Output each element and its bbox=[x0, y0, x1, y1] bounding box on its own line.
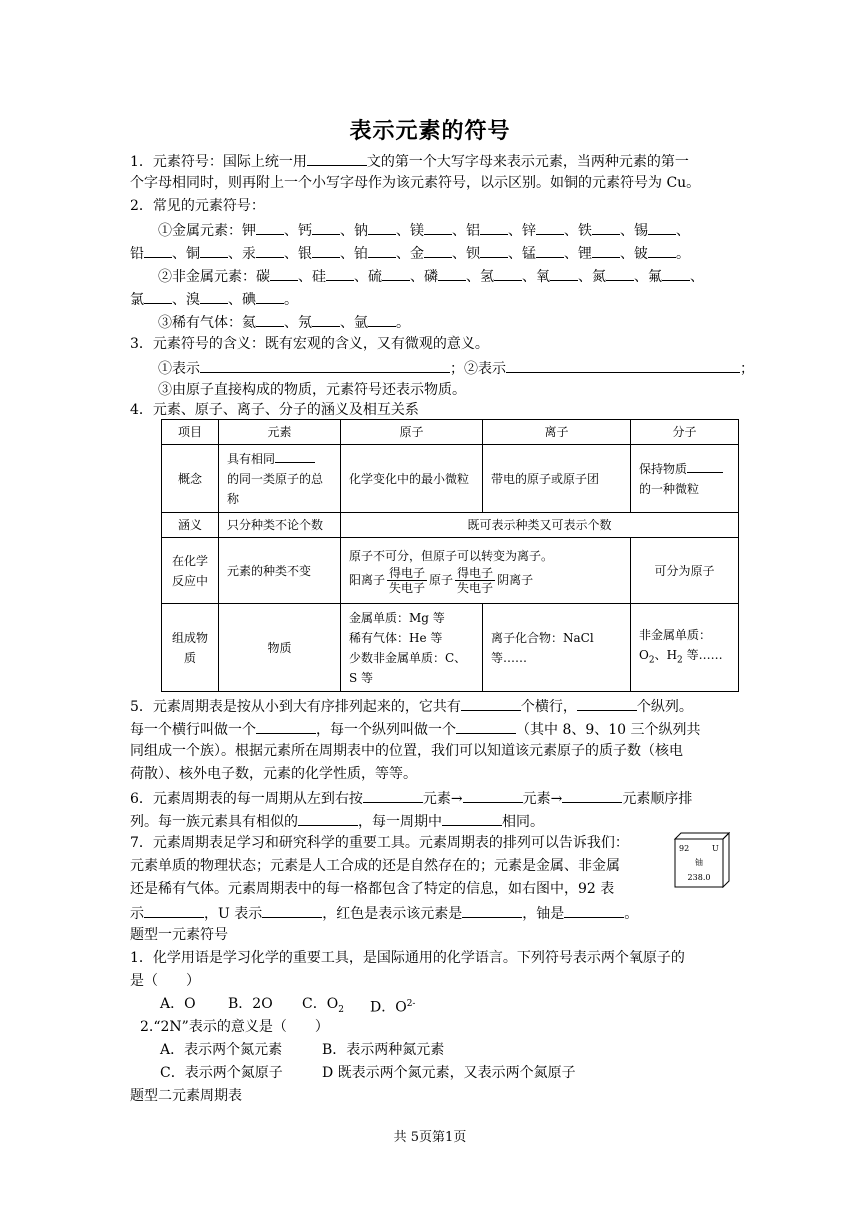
answer-blank bbox=[592, 219, 620, 235]
s6-line2: 列。每一族元素具有相似的 ，每一周期中 相同。 bbox=[130, 810, 544, 832]
s7-line2: 元素单质的物理状态；元素是人工合成的还是自然存在的；元素是金属、非金属 bbox=[130, 858, 620, 874]
element-blank-label: 碳 bbox=[256, 269, 270, 285]
element-blank-label: 铅 bbox=[130, 246, 144, 262]
answer-blank bbox=[648, 219, 676, 235]
row-label: 概念 bbox=[162, 445, 219, 513]
table-cell: 物质 bbox=[219, 604, 341, 692]
answer-blank bbox=[256, 288, 284, 304]
row-label: 涵义 bbox=[162, 513, 219, 538]
s5-line4: 荷散）、核外电子数，元素的化学性质，等等。 bbox=[130, 766, 417, 782]
q1-option-d: D．$O^{2-}$ bbox=[370, 999, 416, 1016]
metals-row2: 铅 、铜 、汞 、银 、铂 、金 、钡 、锰 、锂 、铍 。 bbox=[130, 242, 690, 264]
answer-blank bbox=[368, 242, 396, 258]
uranium-cell-figure bbox=[672, 832, 730, 888]
atomic-number: 92 bbox=[679, 844, 690, 853]
element-blank-label: 磷 bbox=[424, 269, 438, 285]
s5-line2: 每一个横行叫做一个 ，每一个纵列叫做一个 （其中 8、9、10 三个纵列共 bbox=[130, 718, 701, 740]
row-label: 在化学反应中 bbox=[162, 538, 219, 604]
header-cell: 原子 bbox=[341, 420, 483, 445]
answer-blank bbox=[382, 265, 410, 281]
s7-line4: 示 ，U 表示 ，红色是表示该元素是 ，铀是 。 bbox=[130, 902, 638, 924]
answer-blank bbox=[312, 242, 340, 258]
q2-option-d: D 既表示两个氮元素，又表示两个氮原子 bbox=[322, 1065, 576, 1081]
answer-blank bbox=[480, 242, 508, 258]
relations-table bbox=[161, 419, 739, 692]
element-blank-label: 银 bbox=[298, 246, 312, 262]
element-blank-label: 钙 bbox=[298, 223, 312, 239]
s5-line3: 同组成一个族）。根据元素所在周期表中的位置，我们可以知道该元素原子的质子数（核电 bbox=[130, 743, 683, 759]
table-cell: 具有相同 的同一类原子的总称 bbox=[219, 445, 341, 513]
answer-blank bbox=[480, 219, 508, 235]
element-blank-label: 铁 bbox=[578, 223, 592, 239]
s3-line3: ③由原子直接构成的物质，元素符号还表示物质。 bbox=[158, 382, 466, 398]
s3-line2: ①表示 ；②表示 ； bbox=[158, 357, 754, 379]
table-cell bbox=[341, 538, 631, 604]
s5-line1: 5．元素周期表是按从小到大有序排列起来的，它共有 个横行， 个纵列。 bbox=[130, 695, 693, 717]
q1-option-a: A．O bbox=[160, 996, 196, 1012]
answer-blank bbox=[312, 311, 340, 327]
table-cell: 可分为原子 bbox=[631, 538, 739, 604]
s1-line2: 个字母相同时，则再附上一个小写字母作为该元素符号，以示区别。如铜的元素符号为 Cu。 bbox=[130, 175, 701, 191]
table-cell: 只分种类不论个数 bbox=[219, 513, 341, 538]
answer-blank bbox=[592, 242, 620, 258]
q2-option-b: B．表示两种氮元素 bbox=[322, 1042, 445, 1058]
type2-heading: 题型二元素周期表 bbox=[130, 1088, 242, 1104]
element-name: 铀 bbox=[695, 858, 703, 867]
element-symbol: U bbox=[712, 844, 719, 853]
answer-blank bbox=[536, 219, 564, 235]
nonmetals-row2: 氯 、溴 、碘 。 bbox=[130, 288, 298, 310]
gases-row: ③稀有气体：氦 、氖 、氩 。 bbox=[158, 311, 410, 333]
answer-blank bbox=[606, 265, 634, 281]
element-blank-label: 锡 bbox=[634, 223, 648, 239]
answer-blank bbox=[200, 288, 228, 304]
answer-blank bbox=[256, 219, 284, 235]
element-blank-label: 钠 bbox=[354, 223, 368, 239]
table-cell: 保持物质 的一种微粒 bbox=[631, 445, 739, 513]
s7-line1: 7．元素周期表足学习和研究科学的重要工具。元素周期表的排列可以告诉我们： bbox=[130, 835, 629, 851]
table-cell: 带电的原子或原子团 bbox=[483, 445, 631, 513]
table-cell: 既可表示种类又可表示个数 bbox=[341, 513, 739, 538]
answer-blank bbox=[438, 265, 466, 281]
element-blank-label: 氟 bbox=[648, 269, 662, 285]
ion-conversion: 阳离子 $\frac{\text{得电子}}{\text{失电子}}$ 原子 $\frac{\text{得电子}}{\text{失电子}}$ 阴离子 bbox=[349, 566, 534, 595]
element-blank-label: 锌 bbox=[522, 223, 536, 239]
answer-blank bbox=[648, 242, 676, 258]
table-cell: 化学变化中的最小微粒 bbox=[341, 445, 483, 513]
q2-stem: 2.“2N”表示的意义是（ ） bbox=[140, 1019, 329, 1035]
row-label: 组成物质 bbox=[162, 604, 219, 692]
element-blank-label: 硅 bbox=[312, 269, 326, 285]
element-blank-label: 氧 bbox=[536, 269, 550, 285]
header-cell: 项目 bbox=[162, 420, 219, 445]
table-row bbox=[162, 538, 739, 604]
answer-blank bbox=[368, 219, 396, 235]
s1-line1: 1．元素符号：国际上统一用 文的第一个大写字母来表示元素，当两种元素的第一 bbox=[130, 150, 689, 172]
table-cell: 元素的种类不变 bbox=[219, 538, 341, 604]
answer-blank bbox=[424, 219, 452, 235]
atom-note: 原子不可分，但原子可以转变为离子。 bbox=[349, 549, 554, 563]
element-blank-label: 铝 bbox=[466, 223, 480, 239]
s4-head: 4．元素、原子、离子、分子的涵义及相互关系 bbox=[130, 402, 419, 418]
answer-blank bbox=[550, 265, 578, 281]
answer-blank bbox=[662, 265, 690, 281]
element-blank-label: 锂 bbox=[578, 246, 592, 262]
answer-blank bbox=[270, 265, 298, 281]
element-blank-label: 氯 bbox=[130, 292, 144, 308]
table-row bbox=[162, 513, 739, 538]
answer-blank bbox=[312, 219, 340, 235]
answer-blank bbox=[144, 242, 172, 258]
metals-row1: ①金属元素：钾 、钙 、钠 、镁 、铝 、锌 、铁 、锡 、 bbox=[158, 219, 690, 241]
table-cell: 离子化合物：NaCl 等…… bbox=[483, 604, 631, 692]
atomic-mass: 238.0 bbox=[687, 873, 711, 882]
element-blank-label: 硫 bbox=[368, 269, 382, 285]
q1-line2: 是（ ） bbox=[130, 973, 200, 989]
element-blank-label: 碘 bbox=[242, 292, 256, 308]
header-cell: 离子 bbox=[483, 420, 631, 445]
table-header-row bbox=[162, 420, 739, 445]
type1-heading: 题型一元素符号 bbox=[130, 927, 228, 943]
element-blank-label: 铂 bbox=[354, 246, 368, 262]
element-blank-label: 氢 bbox=[480, 269, 494, 285]
page-title: 表示元素的符号 bbox=[349, 118, 511, 144]
answer-blank bbox=[368, 311, 396, 327]
element-blank-label: 铜 bbox=[186, 246, 200, 262]
s2-head: 2．常见的元素符号： bbox=[130, 198, 265, 214]
element-blank-label: 氖 bbox=[298, 315, 312, 331]
q2-option-a: A．表示两个氮元素 bbox=[160, 1042, 283, 1058]
answer-blank bbox=[424, 242, 452, 258]
element-blank-label: 汞 bbox=[242, 246, 256, 262]
answer-blank bbox=[494, 265, 522, 281]
answer-blank bbox=[144, 288, 172, 304]
element-blank-label: 氦 bbox=[242, 315, 256, 331]
element-blank-label: 氩 bbox=[354, 315, 368, 331]
element-blank-label: 溴 bbox=[186, 292, 200, 308]
answer-blank bbox=[256, 242, 284, 258]
q1-option-c: C．$O_2$ bbox=[302, 996, 344, 1015]
s6-line1: 6．元素周期表的每一周期从左到右按 元素→ 元素→ 元素顺序排 bbox=[130, 787, 692, 809]
page-footer: 共 5页第1页 bbox=[393, 1130, 467, 1145]
table-cell: 金属单质：Mg 等 稀有气体：He 等 少数非金属单质：C、 S 等 bbox=[341, 604, 483, 692]
s7-line3: 还是稀有气体。元素周期表中的每一格都包含了特定的信息，如右图中，92 表 bbox=[130, 881, 615, 897]
element-blank-label: 镁 bbox=[410, 223, 424, 239]
element-blank-label: 氮 bbox=[592, 269, 606, 285]
element-blank-label: 钡 bbox=[466, 246, 480, 262]
header-cell: 分子 bbox=[631, 420, 739, 445]
answer-blank bbox=[200, 242, 228, 258]
element-blank-label: 钾 bbox=[242, 223, 256, 239]
answer-blank bbox=[256, 311, 284, 327]
q1-line1: 1．化学用语是学习化学的重要工具，是国际通用的化学语言。下列符号表示两个氧原子的 bbox=[130, 950, 685, 966]
answer-blank bbox=[326, 265, 354, 281]
table-row bbox=[162, 445, 739, 513]
nonmetals-row1: ②非金属元素：碳 、硅 、硫 、磷 、氢 、氧 、氮 、氟 、 bbox=[158, 265, 704, 287]
element-blank-label: 锰 bbox=[522, 246, 536, 262]
answer-blank bbox=[536, 242, 564, 258]
element-blank-label: 金 bbox=[410, 246, 424, 262]
q2-option-c: C．表示两个氮原子 bbox=[160, 1065, 283, 1081]
element-blank-label: 铍 bbox=[634, 246, 648, 262]
table-row bbox=[162, 604, 739, 692]
header-cell: 元素 bbox=[219, 420, 341, 445]
s3-head: 3．元素符号的含义：既有宏观的含义，又有微观的意义。 bbox=[130, 336, 489, 352]
table-cell: 非金属单质：$O_2$、$H_2$ 等…… bbox=[631, 604, 739, 692]
q1-option-b: B．2O bbox=[228, 996, 273, 1012]
